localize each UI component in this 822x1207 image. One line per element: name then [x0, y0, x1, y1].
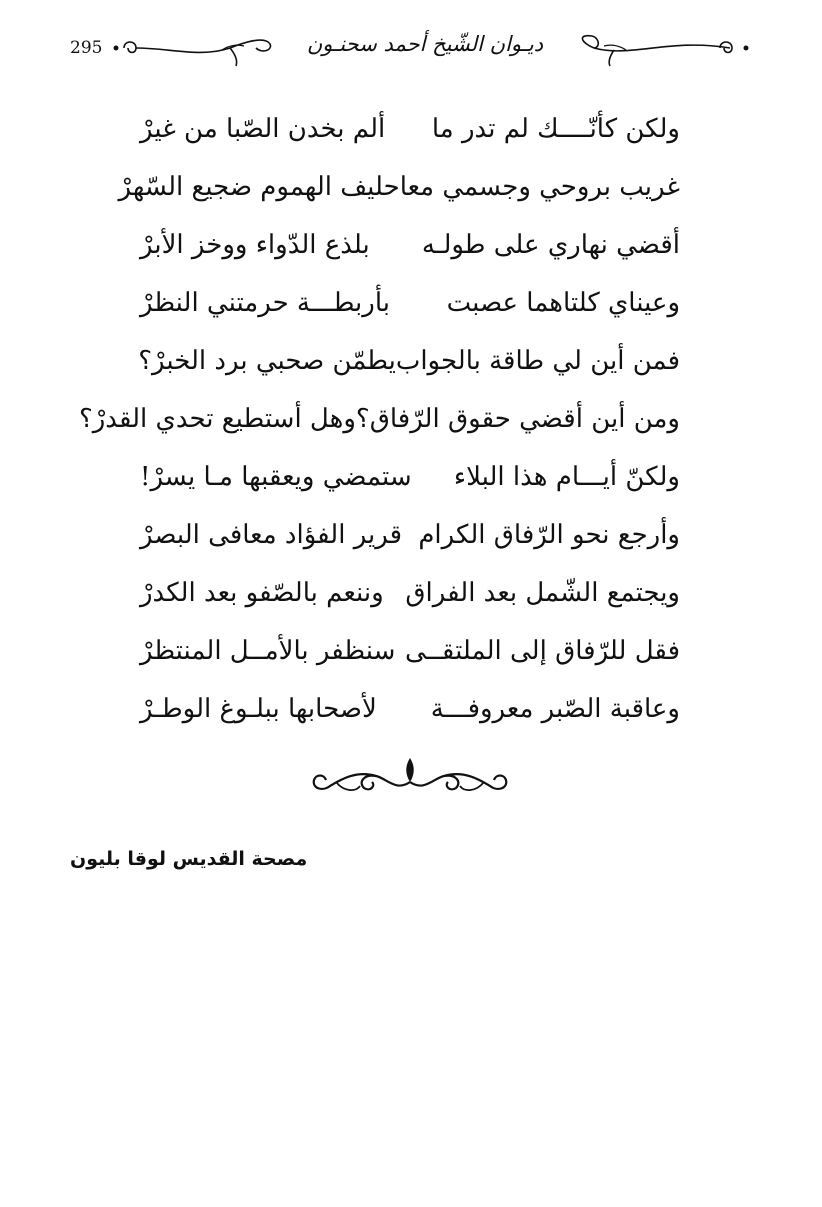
- verse-second-hemistich: وهل أستطيع تحدي القدرْ؟: [78, 404, 356, 434]
- verse-first-hemistich: ومن أين أقضي حقوق الرّفاق؟: [355, 404, 680, 434]
- verse-first-hemistich: فقل للرّفاق إلى الملتقــى: [405, 636, 680, 666]
- verse-row: [140, 448, 680, 506]
- poem: [78, 100, 680, 738]
- verse-first-hemistich: وأرجع نحو الرّفاق الكرام: [418, 520, 680, 550]
- verse-first-hemistich: وعاقبة الصّبر معروفـــة: [430, 694, 680, 724]
- verse-first-hemistich: أقضي نهاري على طولـه: [421, 230, 680, 260]
- flourish-icon: [110, 28, 280, 68]
- verse-second-hemistich: قرير الفؤاد معافى البصرْ: [140, 520, 403, 550]
- verse-second-hemistich: بلذع الدّواء ووخز الأبرْ: [140, 230, 370, 260]
- fleuron-icon: [300, 752, 520, 802]
- flourish-icon: [570, 28, 755, 68]
- location-note: مصحة القديس لوقا بليون: [70, 848, 308, 870]
- verse-first-hemistich: وعيناي كلتاهما عصبت: [446, 288, 680, 318]
- verse-first-hemistich: فمن أين لي طاقة بالجواب: [395, 346, 680, 376]
- verse-row: [140, 680, 680, 738]
- verse-row: [140, 100, 680, 158]
- verse-first-hemistich: ويجتمع الشّمل بعد الفراق: [405, 578, 680, 608]
- verse-row: [140, 216, 680, 274]
- verse-row: [140, 506, 680, 564]
- verse-first-hemistich: ولكن كأنّــــك لم تدر ما: [431, 114, 680, 144]
- verse-first-hemistich: غريب بروحي وجسمي معا: [399, 172, 680, 202]
- verse-second-hemistich: ستمضي ويعقبها مـا يسرْ!: [140, 462, 412, 492]
- verse-row: [118, 158, 680, 216]
- page-header: [0, 0, 822, 95]
- running-head: ديـوان الشّيخ أحمد سحنـون: [306, 32, 544, 56]
- verse-second-hemistich: لأصحابها ببلـوغ الوطـرْ: [140, 694, 377, 724]
- verse-row: [140, 564, 680, 622]
- verse-second-hemistich: حليف الهموم ضجيع السّهرْ: [118, 172, 400, 202]
- verse-second-hemistich: ألم بخدن الصّبا من غيرْ: [140, 114, 386, 144]
- verse-row: [140, 274, 680, 332]
- verse-row: [140, 622, 680, 680]
- page-number: 295: [70, 38, 103, 58]
- verse-second-hemistich: سنظفر بالأمــل المنتظرْ: [140, 636, 396, 666]
- verse-row: [140, 332, 680, 390]
- verse-second-hemistich: يطمّن صحبي برد الخبرْ؟: [138, 346, 396, 376]
- verse-first-hemistich: ولكنّ أيـــام هذا البلاء: [453, 462, 680, 492]
- verse-second-hemistich: بأربطـــة حرمتني النظرْ: [140, 288, 390, 318]
- verse-second-hemistich: وننعم بالصّفو بعد الكدرْ: [140, 578, 384, 608]
- verse-row: [78, 390, 680, 448]
